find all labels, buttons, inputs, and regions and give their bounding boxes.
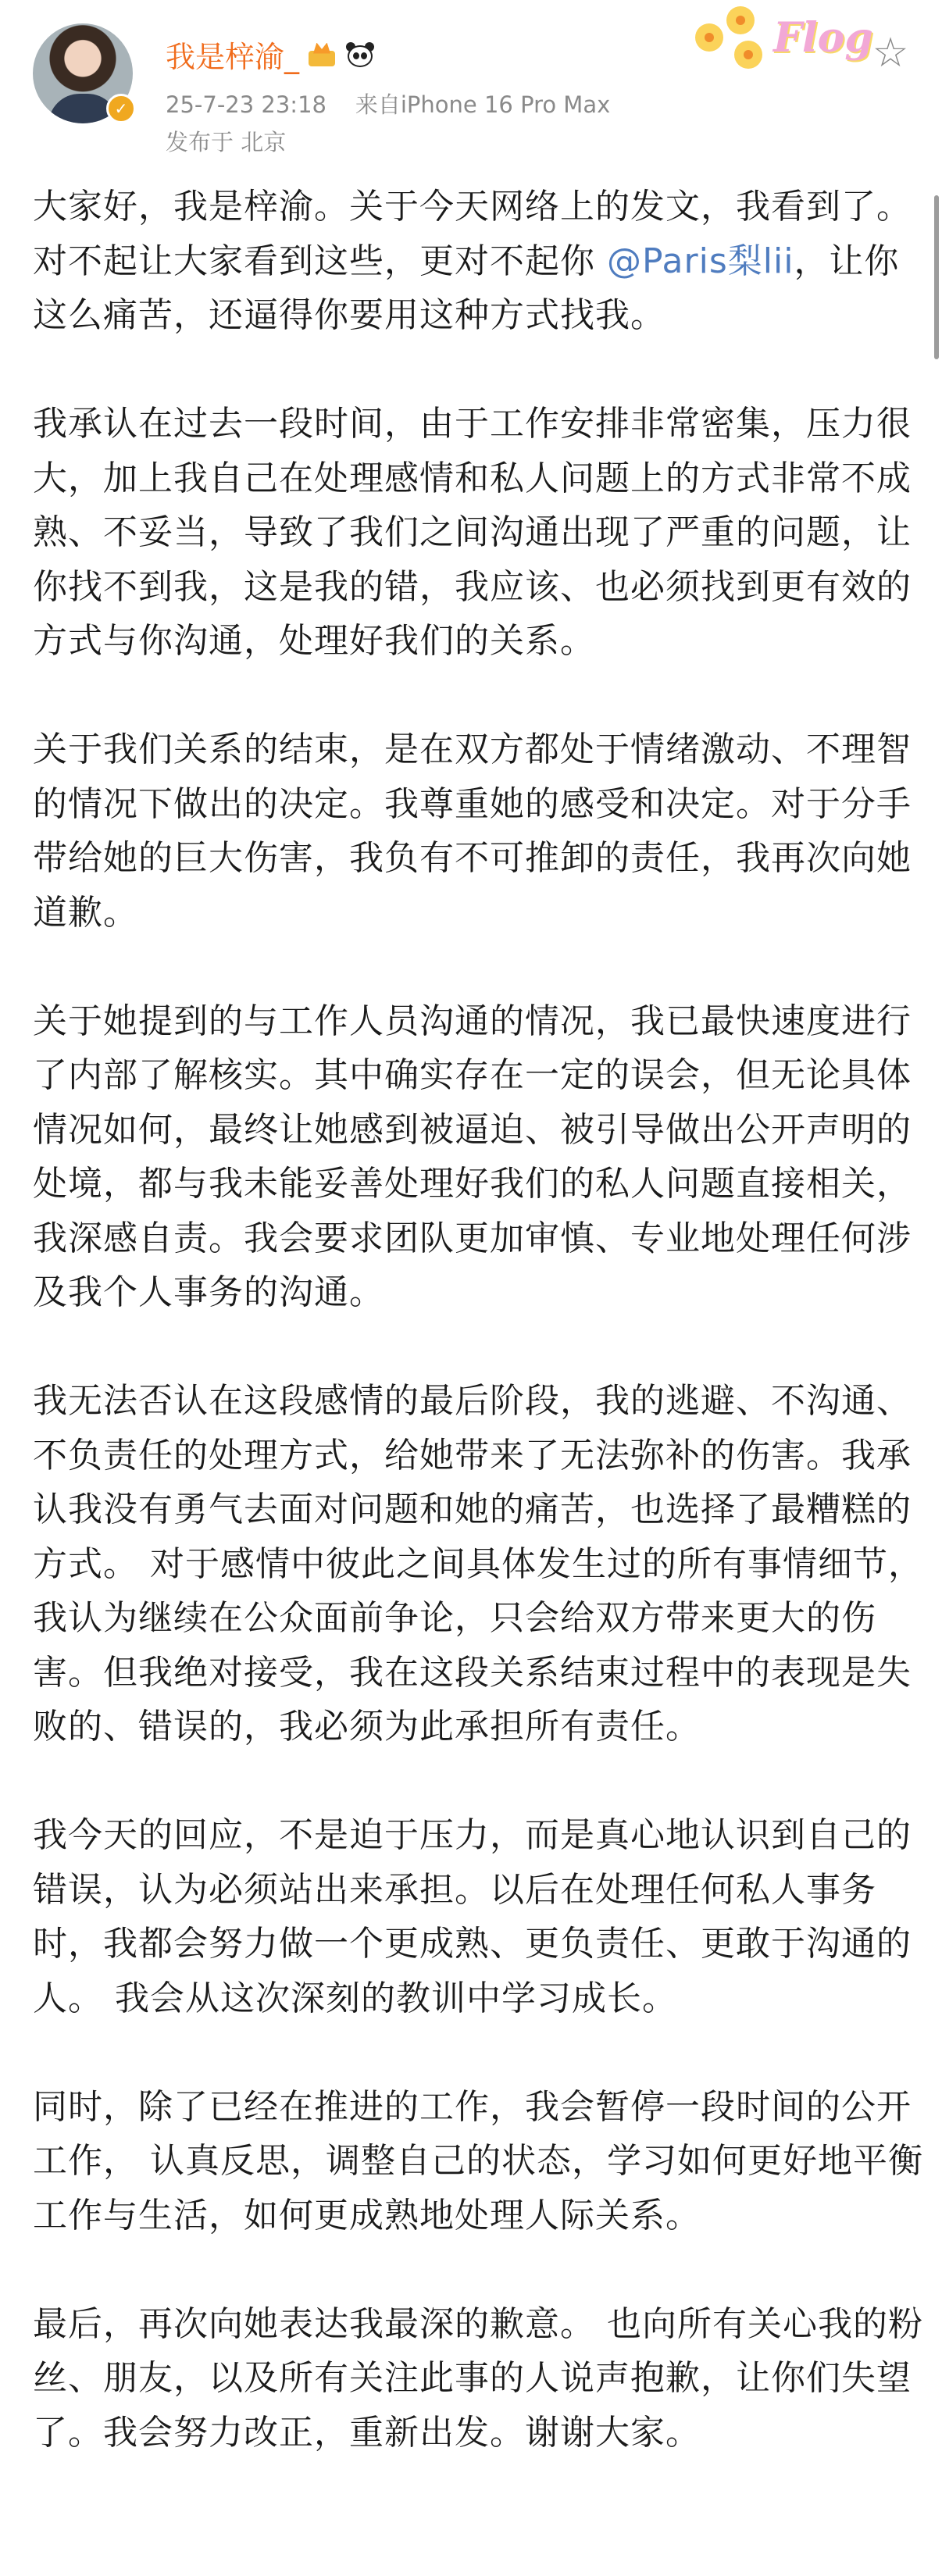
post-device: 来自iPhone 16 Pro Max (355, 91, 611, 118)
paragraph-1-text: 大家好，我是梓渝。关于今天网络上的发文，我看到了。对不起让大家看到这些，更对不起你 (33, 187, 912, 281)
scrollbar[interactable] (934, 195, 939, 359)
flog-text: Flog (773, 14, 873, 62)
paragraph-5: 我无法否认在这段感情的最后阶段，我的逃避、不沟通、不负责任的处理方式，给她带来了无法弥补的伤害。我承认我没有勇气去面对问题和她的痛苦，也选择了最糟糕的方式。 对于感情中彼此之间具体发生过的所有事情细节，我认为继续在公众面前争论，只会给双方带来更大的伤害。但我绝对接受，我在这段关系结束过程中的表现是失败的、错误的，我必须为此承担所有责任。 (33, 1381, 923, 1746)
paragraph-4: 关于她提到的与工作人员沟通的情况，我已最快速度进行了内部了解核实。其中确实存在一定的误会，但无论具体情况如何，最终让她感到被逼迫、被引导做出公开声明的处境，都与我未能妥善处理好我们的私人问题直接相关，我深感自责。我会要求团队更加审慎、专业地处理任何涉及我个人事务的沟通。 (33, 1001, 912, 1312)
paragraph-1-text-cont: ，让你这么痛苦，还逼得你要用这种方式找我。 (33, 241, 900, 335)
paragraph-8: 最后，再次向她表达我最深的歉意。 也向所有关心我的粉丝、朋友，以及所有关注此事的人说声抱歉，让你们失望了。我会努力改正，重新出发。谢谢大家。 (33, 2303, 923, 2453)
paragraph-6: 我今天的回应，不是迫于压力，而是真心地认识到自己的错误，认为必须站出来承担。以后在处理任何私人事务时，我都会努力做一个更成熟、更负责任、更敢于沟通的人。 我会从这次深刻的教训中学习成长。 (33, 1815, 912, 2018)
mention-link[interactable]: @Paris梨lii (607, 241, 794, 281)
flower-icon (734, 41, 762, 69)
paragraph-3: 关于我们关系的结束，是在双方都处于情绪激动、不理智的情况下做出的决定。我尊重她的感受和决定。对于分手带给她的巨大伤害，我负有不可推卸的责任，我再次向她道歉。 (33, 730, 912, 933)
star-icon[interactable]: ☆ (872, 30, 909, 77)
paragraph-2: 我承认在过去一段时间，由于工作安排非常密集，压力很大，加上我自己在处理感情和私人问题上的方式非常不成熟、不妥当，导致了我们之间沟通出现了严重的问题，让你找不到我，这是我的错，我应该、也必须找到更有效的方式与你沟通，处理好我们的关系。 (33, 404, 912, 661)
post-timestamp: 25-7-23 23:18 (166, 91, 326, 118)
flower-icon (695, 23, 723, 52)
verified-badge-icon: ✓ (106, 94, 136, 123)
post-meta (166, 87, 610, 120)
panda-emoji-icon (344, 41, 376, 69)
post-header (0, 0, 942, 156)
flower-icon (726, 6, 755, 34)
crown-emoji-icon (305, 41, 338, 68)
username[interactable]: 我是梓渝_ (166, 40, 300, 74)
username-row[interactable] (166, 33, 376, 76)
paragraph-7: 同时，除了已经在推进的工作，我会暂停一段时间的公开工作， 认真反思，调整自己的状态，学习如何更好地平衡工作与生活，如何更成熟地处理人际关系。 (33, 2086, 923, 2235)
flog-sticker (687, 0, 883, 78)
paragraph-1 (33, 180, 923, 343)
post-body (33, 180, 923, 2514)
post-location: 发布于 北京 (166, 129, 287, 155)
